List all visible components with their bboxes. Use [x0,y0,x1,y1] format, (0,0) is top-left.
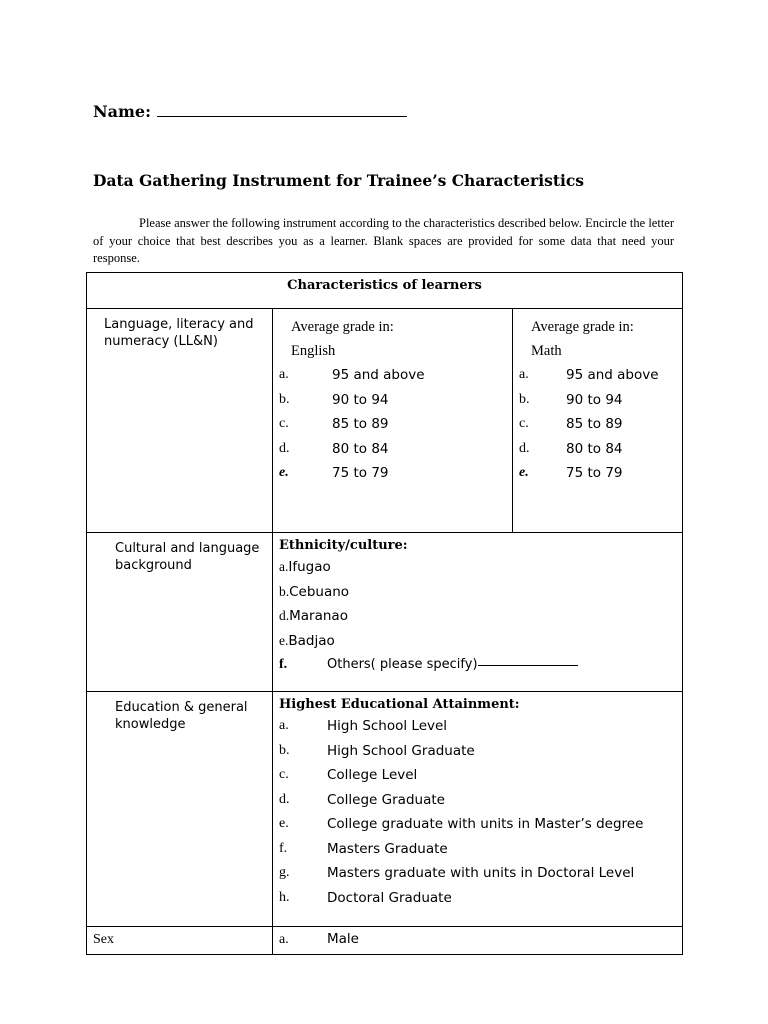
table-header: Characteristics of learners [87,273,683,309]
ethnicity-other-option[interactable]: f. Others( please specify) [279,653,682,676]
education-option[interactable]: b. High School Graduate [279,742,475,759]
ethnicity-option[interactable]: d.Maranao [279,608,348,624]
math-grade-cell [513,309,683,533]
row-label-sex: Sex [87,927,273,955]
english-heading-1: Average grade in: [291,319,394,335]
math-option[interactable]: d. 80 to 84 [519,440,623,457]
education-option[interactable]: c. College Level [279,767,418,783]
education-cell [273,692,683,927]
education-heading: Highest Educational Attainment: [279,697,520,712]
math-option[interactable]: b. 90 to 94 [519,391,623,408]
instructions-paragraph: Please answer the following instrument according to the characteristics described below. Encircle the letter of your choice that best describes you as a learner. Blank spaces are provided for some data that need your response. [93,216,674,265]
english-option[interactable]: a. 95 and above [279,367,425,383]
name-field [93,102,407,121]
ethnicity-option[interactable]: e.Badjao [279,632,335,649]
math-option[interactable]: c. 85 to 89 [519,416,623,432]
education-option[interactable]: e. College graduate with units in Master’s degree [279,816,644,832]
sex-cell [273,927,683,955]
education-option[interactable]: g. Masters graduate with units in Doctoral Level [279,865,635,881]
math-option[interactable]: e. 75 to 79 [519,465,623,481]
math-heading-2: Math [531,343,562,359]
english-option[interactable]: d. 80 to 84 [279,440,389,457]
specify-blank[interactable] [478,653,578,666]
ethnicity-option[interactable]: a.Ifugao [279,559,331,575]
document-title: Data Gathering Instrument for Trainee’s Characteristics [93,171,585,190]
education-option[interactable]: d. College Graduate [279,791,445,808]
name-blank[interactable] [157,102,407,117]
name-label: Name: [93,102,152,121]
english-heading-2: English [291,343,336,359]
english-grade-cell [273,309,513,533]
english-option[interactable]: e. 75 to 79 [279,465,389,481]
math-option[interactable]: a. 95 and above [519,367,659,383]
education-option[interactable]: f. Masters Graduate [279,840,448,857]
row-label-lln: Language, literacy and numeracy (LL&N) [87,309,273,533]
characteristics-table [86,272,683,955]
english-option[interactable]: c. 85 to 89 [279,416,389,432]
english-option[interactable]: b. 90 to 94 [279,391,389,408]
row-label-education: Education & general knowledge [87,692,273,927]
education-option[interactable]: a. High School Level [279,718,448,734]
education-option[interactable]: h. Doctoral Graduate [279,889,452,906]
ethnicity-cell [273,533,683,692]
math-heading-1: Average grade in: [531,319,634,335]
ethnicity-heading: Ethnicity/culture: [279,538,408,553]
sex-option[interactable]: a. Male [279,931,359,947]
row-label-culture: Cultural and language background [87,533,273,692]
ethnicity-option[interactable]: b.Cebuano [279,583,350,600]
